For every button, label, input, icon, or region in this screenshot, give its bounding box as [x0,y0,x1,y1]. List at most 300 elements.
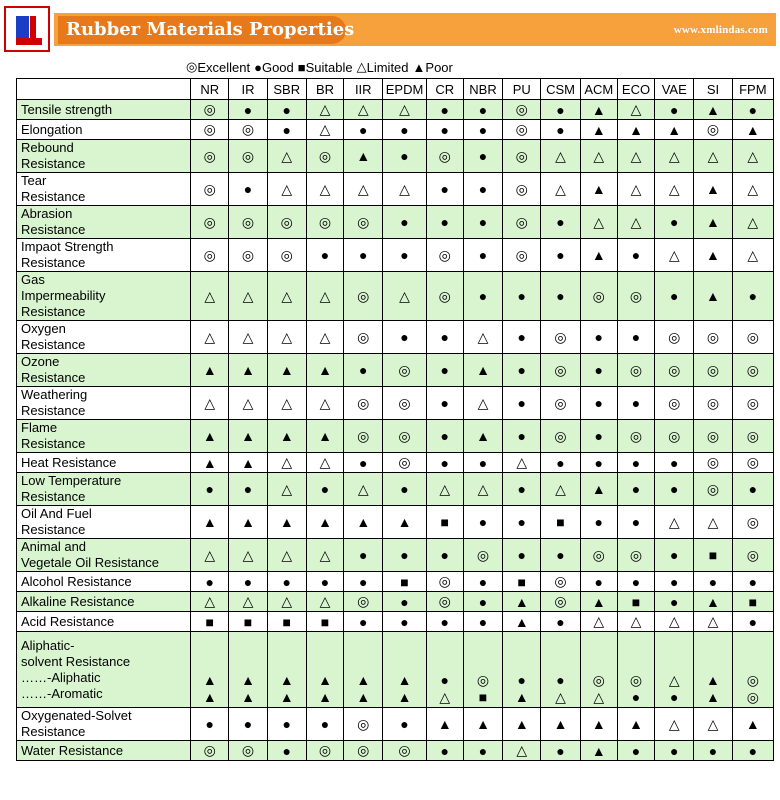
table-row [17,506,774,539]
rating-cell: △ [306,592,343,612]
rating-cell: ◎ [306,741,343,761]
rating-cell: △ [463,321,502,354]
aromatic-rating: ● [670,689,679,705]
rating-cell: ◎ [732,321,773,354]
rating-cell: △ [267,473,306,506]
rating-cell: △ [655,612,694,632]
aliphatic-rating: ▲ [706,672,720,688]
rating-cell: △ [732,173,773,206]
rating-cell: ▲ [229,453,267,473]
rating-cell: ◎ [541,420,580,453]
rating-cell: △ [306,387,343,420]
table-row [17,741,774,761]
rating-cell: △ [306,453,343,473]
rating-cell: ◎ [463,539,502,572]
rating-cell [694,632,732,708]
rating-cell: ◎ [541,354,580,387]
rating-cell: ◎ [503,140,541,173]
rating-cell: ◎ [732,453,773,473]
rating-cell: △ [655,506,694,539]
rating-cell: ● [463,592,502,612]
rating-cell: ◎ [694,420,732,453]
rating-cell: ● [426,354,463,387]
column-header: ECO [617,79,654,100]
table-row [17,632,774,708]
rating-cell: ● [541,206,580,239]
rating-cell: ▲ [694,592,732,612]
rating-cell: △ [580,206,617,239]
rating-cell: ● [306,239,343,272]
rating-cell: ● [463,453,502,473]
rating-cell [617,632,654,708]
rating-cell: ● [267,708,306,741]
rating-cell: ● [344,572,383,592]
rating-cell: ▲ [463,708,502,741]
rating-cell: ▲ [229,506,267,539]
table-row [17,612,774,632]
rating-cell: ● [426,206,463,239]
rating-cell: ■ [267,612,306,632]
row-label: Low Temperature Resistance [17,473,191,506]
rating-cell: ● [463,239,502,272]
rating-cell: △ [267,539,306,572]
table-row [17,539,774,572]
rating-cell: ■ [503,572,541,592]
rating-cell: ▲ [267,506,306,539]
rating-cell: ▲ [694,272,732,321]
rating-cell: ● [732,272,773,321]
rating-cell: ▲ [191,354,229,387]
table-row [17,239,774,272]
rating-cell: △ [541,140,580,173]
rating-cell: ◎ [655,321,694,354]
rating-cell: ● [617,741,654,761]
rating-cell: ◎ [580,272,617,321]
rating-cell: ● [463,206,502,239]
rating-cell: ● [655,453,694,473]
rating-cell: ▲ [267,420,306,453]
rating-cell: ▲ [732,708,773,741]
rating-cell: ● [383,140,426,173]
rating-cell: △ [306,539,343,572]
rating-cell: ◎ [541,592,580,612]
rating-cell: △ [344,100,383,120]
rating-cell: ● [617,387,654,420]
rating-cell: △ [191,272,229,321]
rating-cell [732,632,773,708]
aliphatic-rating: ● [556,672,565,688]
rating-cell: ◎ [541,572,580,592]
rating-cell: △ [694,708,732,741]
aliphatic-rating: ◎ [476,672,490,688]
rating-cell: ■ [617,592,654,612]
rating-cell [344,632,383,708]
rating-cell: ● [655,572,694,592]
rating-cell: ▲ [580,173,617,206]
rating-cell: △ [344,173,383,206]
table-row [17,708,774,741]
rating-cell: ◎ [732,506,773,539]
rating-cell: ● [617,473,654,506]
rating-cell: ◎ [383,354,426,387]
rating-cell: ▲ [306,506,343,539]
aliphatic-rating: ◎ [746,672,759,688]
rating-cell: ▲ [655,120,694,140]
rating-cell: ◎ [383,741,426,761]
rating-cell: ◎ [694,120,732,140]
rating-cell: ● [617,321,654,354]
rating-cell: ◎ [191,100,229,120]
rating-cell: △ [383,100,426,120]
rating-cell: ● [694,572,732,592]
rating-cell: ● [541,272,580,321]
row-label: Tensile strength [17,100,191,120]
rating-cell: ◎ [267,206,306,239]
rating-cell: △ [655,173,694,206]
rating-cell: ◎ [503,206,541,239]
rating-cell: ● [655,741,694,761]
rating-cell: ● [503,539,541,572]
rating-cell: △ [426,473,463,506]
rating-cell: ▲ [229,420,267,453]
rating-cell: ▲ [229,354,267,387]
rating-cell: ▲ [694,206,732,239]
aromatic-rating: ▲ [397,689,412,705]
rating-cell [463,632,502,708]
rating-cell: ◎ [503,100,541,120]
rating-cell: ◎ [580,539,617,572]
rating-cell: ● [191,572,229,592]
rating-cell: ▲ [503,612,541,632]
rating-cell: △ [503,741,541,761]
rating-cell: ● [617,453,654,473]
rating-cell: ▲ [191,453,229,473]
rating-cell: ● [426,539,463,572]
aromatic-rating: ▲ [279,689,294,705]
rating-cell: ● [503,272,541,321]
legend-symbol: △ [356,59,367,74]
rating-cell: ◎ [503,239,541,272]
rating-cell: ◎ [191,239,229,272]
aromatic-rating: ▲ [241,689,255,705]
rating-cell: ▲ [694,239,732,272]
rating-cell: ● [191,473,229,506]
rating-cell: ■ [426,506,463,539]
rating-cell: △ [344,473,383,506]
rating-cell: ▲ [732,120,773,140]
rating-cell: ● [541,453,580,473]
rating-cell: ● [463,506,502,539]
rating-cell: ● [191,708,229,741]
row-label: Impaot Strength Resistance [17,239,191,272]
rating-cell: ▲ [694,100,732,120]
rating-cell: ◎ [541,387,580,420]
rating-cell [426,632,463,708]
table-row [17,100,774,120]
rating-cell: ● [229,173,267,206]
rating-cell: ● [267,572,306,592]
rating-cell: △ [617,140,654,173]
column-header: IIR [344,79,383,100]
rating-cell: ● [426,173,463,206]
table-row [17,120,774,140]
rating-cell: ● [344,453,383,473]
aliphatic-rating: ▲ [356,672,371,688]
rating-cell: ▲ [344,506,383,539]
rating-cell: ● [383,321,426,354]
rating-cell: ◎ [617,539,654,572]
rating-cell: ● [617,239,654,272]
rating-cell: ▲ [580,239,617,272]
rating-cell: △ [229,592,267,612]
rating-cell: ◎ [267,239,306,272]
rating-cell: ● [503,321,541,354]
aromatic-rating: △ [439,689,451,705]
column-header: BR [306,79,343,100]
rating-cell: ◎ [694,453,732,473]
row-label: Heat Resistance [17,453,191,473]
rating-cell: ● [580,453,617,473]
aliphatic-rating: ● [440,672,449,688]
rating-cell: ■ [383,572,426,592]
rating-cell: ◎ [191,206,229,239]
rating-cell: ◎ [229,120,267,140]
rating-cell: △ [267,140,306,173]
rating-cell: ● [732,473,773,506]
aromatic-rating: ◎ [746,689,759,705]
column-header: ACM [580,79,617,100]
rating-cell: △ [617,173,654,206]
rating-cell: ▲ [617,120,654,140]
aromatic-rating: ▲ [514,689,529,705]
rating-cell: ◎ [383,420,426,453]
rating-cell: ◎ [426,572,463,592]
rating-cell: ◎ [426,140,463,173]
row-label: Alcohol Resistance [17,572,191,592]
rating-cell: ◎ [229,741,267,761]
rating-cell: ■ [191,612,229,632]
rating-cell: ● [229,100,267,120]
rating-cell: ● [426,612,463,632]
rating-cell: ● [503,387,541,420]
rating-cell: ● [229,572,267,592]
rating-cell: ● [426,120,463,140]
rating-cell: ▲ [306,420,343,453]
rating-cell: ◎ [191,140,229,173]
rating-cell: △ [306,173,343,206]
row-label: Acid Resistance [17,612,191,632]
rating-cell: ◎ [694,354,732,387]
legend-symbol: ● [254,59,262,75]
rating-cell: △ [732,140,773,173]
table-row [17,473,774,506]
column-header: NR [191,79,229,100]
rating-cell: △ [229,272,267,321]
rating-cell: ◎ [344,321,383,354]
row-label: Tear Resistance [17,173,191,206]
aliphatic-rating: ● [517,672,526,688]
rating-cell: ● [383,592,426,612]
rating-cell: ◎ [732,387,773,420]
rating-cell: △ [306,120,343,140]
aliphatic-rating: ▲ [279,672,294,688]
rating-cell: △ [267,453,306,473]
table-row [17,387,774,420]
row-label: Oxygenated-Solvet Resistance [17,708,191,741]
rating-cell: △ [191,387,229,420]
rating-cell: △ [191,321,229,354]
rating-cell: ● [306,473,343,506]
rating-cell: ▲ [503,708,541,741]
rating-cell: △ [617,100,654,120]
row-label: Weathering Resistance [17,387,191,420]
row-label: Flame Resistance [17,420,191,453]
rating-cell: ● [580,321,617,354]
rating-cell: ● [503,473,541,506]
rating-cell: ▲ [463,354,502,387]
rating-cell: △ [694,140,732,173]
rating-cell: ● [617,506,654,539]
rating-cell: ● [229,708,267,741]
row-label: Gas Impermeability Resistance [17,272,191,321]
rating-cell: ● [229,473,267,506]
rating-cell: ● [541,612,580,632]
aromatic-rating: ▲ [706,689,720,705]
rating-cell: ● [617,572,654,592]
rating-cell: ● [267,100,306,120]
rating-cell: ● [426,741,463,761]
rating-cell: △ [580,612,617,632]
rating-cell: △ [694,612,732,632]
rating-cell: ◎ [426,272,463,321]
aliphatic-rating: ▲ [397,672,412,688]
rating-cell: ◎ [694,387,732,420]
rating-cell [655,632,694,708]
rating-cell: △ [503,453,541,473]
rating-cell: ● [655,539,694,572]
legend-label: Poor [425,59,453,75]
rating-cell: △ [267,387,306,420]
rating-cell: △ [463,387,502,420]
rating-cell: △ [732,206,773,239]
table-row [17,321,774,354]
rating-cell: △ [267,272,306,321]
rating-cell: ● [463,120,502,140]
rating-cell: ● [383,473,426,506]
header-blank [17,79,191,100]
rating-cell: △ [306,321,343,354]
rating-cell: ◎ [229,206,267,239]
aliphatic-rating: ◎ [592,672,605,688]
rating-cell: ◎ [344,420,383,453]
rating-cell: ◎ [344,592,383,612]
rating-cell [229,632,267,708]
rating-cell: ● [655,272,694,321]
rating-cell: ◎ [655,420,694,453]
rating-cell: △ [229,321,267,354]
rating-cell: ◎ [229,239,267,272]
rating-cell: ▲ [541,708,580,741]
rating-cell: ● [732,741,773,761]
rating-cell: ◎ [503,120,541,140]
row-label: Ozone Resistance [17,354,191,387]
rating-cell: ● [463,100,502,120]
rating-cell: ● [267,120,306,140]
rating-cell: ● [655,592,694,612]
rating-cell: ▲ [617,708,654,741]
rating-cell: ● [383,239,426,272]
rating-cell: △ [655,239,694,272]
column-header: IR [229,79,267,100]
rating-cell: △ [306,272,343,321]
rating-cell: ◎ [344,387,383,420]
rating-cell: ● [541,120,580,140]
rating-cell: ● [503,354,541,387]
rating-cell: ● [344,354,383,387]
rating-cell: △ [383,272,426,321]
rating-cell: ● [344,239,383,272]
rating-cell: ◎ [732,420,773,453]
rating-cell: ◎ [306,140,343,173]
rating-cell: ● [426,321,463,354]
row-label: Alkaline Resistance [17,592,191,612]
aromatic-rating: △ [593,689,605,705]
rating-cell: ◎ [732,539,773,572]
rating-cell: ● [541,239,580,272]
legend-label: Excellent [197,59,251,75]
rating-cell: ◎ [191,173,229,206]
rating-cell [306,632,343,708]
rating-cell: ◎ [617,354,654,387]
rating-cell: ● [503,506,541,539]
rating-cell: △ [191,539,229,572]
rating-cell: ● [541,100,580,120]
legend-label: Suitable [305,59,353,75]
rating-cell: ● [267,741,306,761]
rating-cell: △ [541,173,580,206]
rating-cell [541,632,580,708]
legend-label: Limited [366,59,409,75]
rating-cell: ● [383,206,426,239]
site-url[interactable]: www.xmlindas.com [673,24,768,36]
rating-cell: ◎ [617,420,654,453]
rating-cell: ● [580,506,617,539]
legend-label: Good [261,59,294,75]
column-header: FPM [732,79,773,100]
rating-cell: ◎ [655,387,694,420]
rating-cell: ■ [732,592,773,612]
rating-cell: ● [306,572,343,592]
rating-cell: ◎ [694,321,732,354]
company-logo [4,6,50,52]
table-row [17,272,774,321]
rating-cell: ◎ [503,173,541,206]
rating-cell: ● [732,572,773,592]
rating-cell: △ [617,612,654,632]
rating-cell [580,632,617,708]
rating-cell: ● [426,420,463,453]
column-header: PU [503,79,541,100]
rating-cell: ● [463,572,502,592]
rating-cell: ▲ [306,354,343,387]
column-header: EPDM [383,79,426,100]
aliphatic-rating: ▲ [318,672,332,688]
column-header: CR [426,79,463,100]
row-label: Elongation [17,120,191,140]
rating-cell: △ [267,592,306,612]
column-header: SBR [267,79,306,100]
rating-cell: △ [655,708,694,741]
